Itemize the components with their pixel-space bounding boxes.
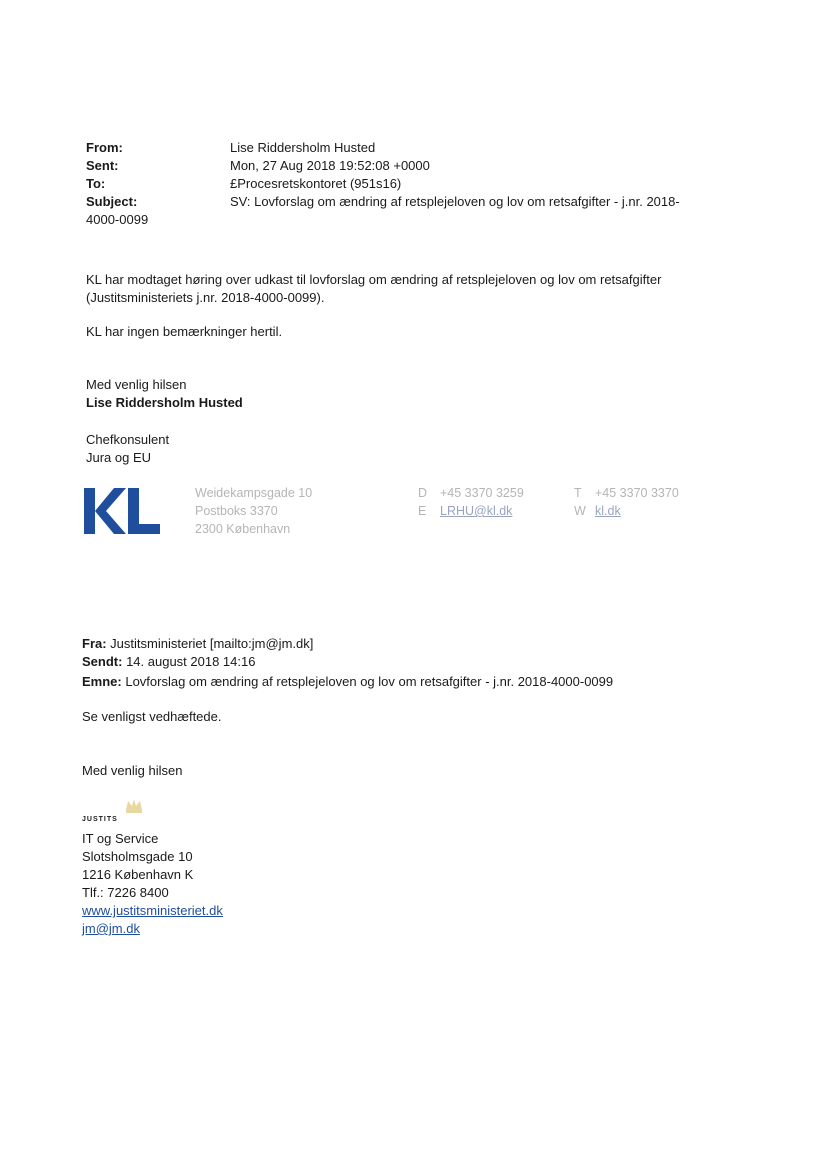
quoted-from xyxy=(82,636,313,651)
from-value: Lise Riddersholm Husted xyxy=(230,140,376,155)
direct-phone-value: +45 3370 3259 xyxy=(440,486,524,500)
quoted-from-label: Fra: xyxy=(82,636,107,651)
justits-logo-text: JUSTITS xyxy=(82,816,118,823)
email-link[interactable]: LRHU@kl.dk xyxy=(440,504,513,518)
kl-address-line-2: Postboks 3370 xyxy=(195,504,278,518)
to-label: To: xyxy=(86,176,106,191)
sent-value: Mon, 27 Aug 2018 19:52:08 +0000 xyxy=(230,158,430,173)
quoted-subject-value: Lovforslag om ændring af retsplejeloven og lov om retsafgifter - j.nr. 2018-4000-0099 xyxy=(121,674,614,689)
web-label: W xyxy=(574,504,586,518)
phone-value: +45 3370 3370 xyxy=(595,486,679,500)
quoted-greeting: Med venlig hilsen xyxy=(82,763,183,778)
quoted-sent-label: Sendt: xyxy=(82,654,123,669)
sender-name: Lise Riddersholm Husted xyxy=(86,395,243,410)
quoted-street: Slotsholmsgade 10 xyxy=(82,849,193,864)
kl-address-line-1: Weidekampsgade 10 xyxy=(195,486,313,500)
quoted-phone: Tlf.: 7226 8400 xyxy=(82,885,169,900)
subject-label: Subject: xyxy=(86,194,138,209)
from-label: From: xyxy=(86,140,123,155)
body-paragraph-line-2: (Justitsministeriets j.nr. 2018-4000-0099). xyxy=(86,290,325,305)
direct-phone-label: D xyxy=(418,486,428,500)
kl-logo xyxy=(84,486,162,536)
quoted-sent xyxy=(82,654,255,669)
quoted-website-link[interactable]: www.justitsministeriet.dk xyxy=(82,903,223,918)
sender-department: Jura og EU xyxy=(86,450,152,465)
phone-label: T xyxy=(574,486,582,500)
subject-continuation: 4000-0099 xyxy=(86,212,149,227)
body-paragraph-2: KL har ingen bemærkninger hertil. xyxy=(86,324,283,339)
quoted-from-value: Justitsministeriet [mailto:jm@jm.dk] xyxy=(106,636,314,651)
crown-icon xyxy=(124,796,144,814)
to-value: £Procesretskontoret (951s16) xyxy=(230,176,402,191)
greeting: Med venlig hilsen xyxy=(86,377,187,392)
quoted-subject-label: Emne: xyxy=(82,674,122,689)
body-paragraph-line-1: KL har modtaget høring over udkast til lovforslag om ændring af retsplejeloven og lov om retsafgifter xyxy=(86,272,662,287)
quoted-subject xyxy=(82,674,613,689)
subject-value: SV: Lovforslag om ændring af retsplejeloven og lov om retsafgifter - j.nr. 2018- xyxy=(230,194,680,209)
quoted-sent-value: 14. august 2018 14:16 xyxy=(122,654,256,669)
sent-label: Sent: xyxy=(86,158,119,173)
sender-title: Chefkonsulent xyxy=(86,432,170,447)
quoted-city: 1216 København K xyxy=(82,867,194,882)
quoted-email-link[interactable]: jm@jm.dk xyxy=(82,921,140,936)
email-label: E xyxy=(418,504,427,518)
quoted-body: Se venligst vedhæftede. xyxy=(82,709,222,724)
web-link[interactable]: kl.dk xyxy=(595,504,621,518)
kl-address-line-3: 2300 København xyxy=(195,522,291,536)
quoted-unit: IT og Service xyxy=(82,831,159,846)
